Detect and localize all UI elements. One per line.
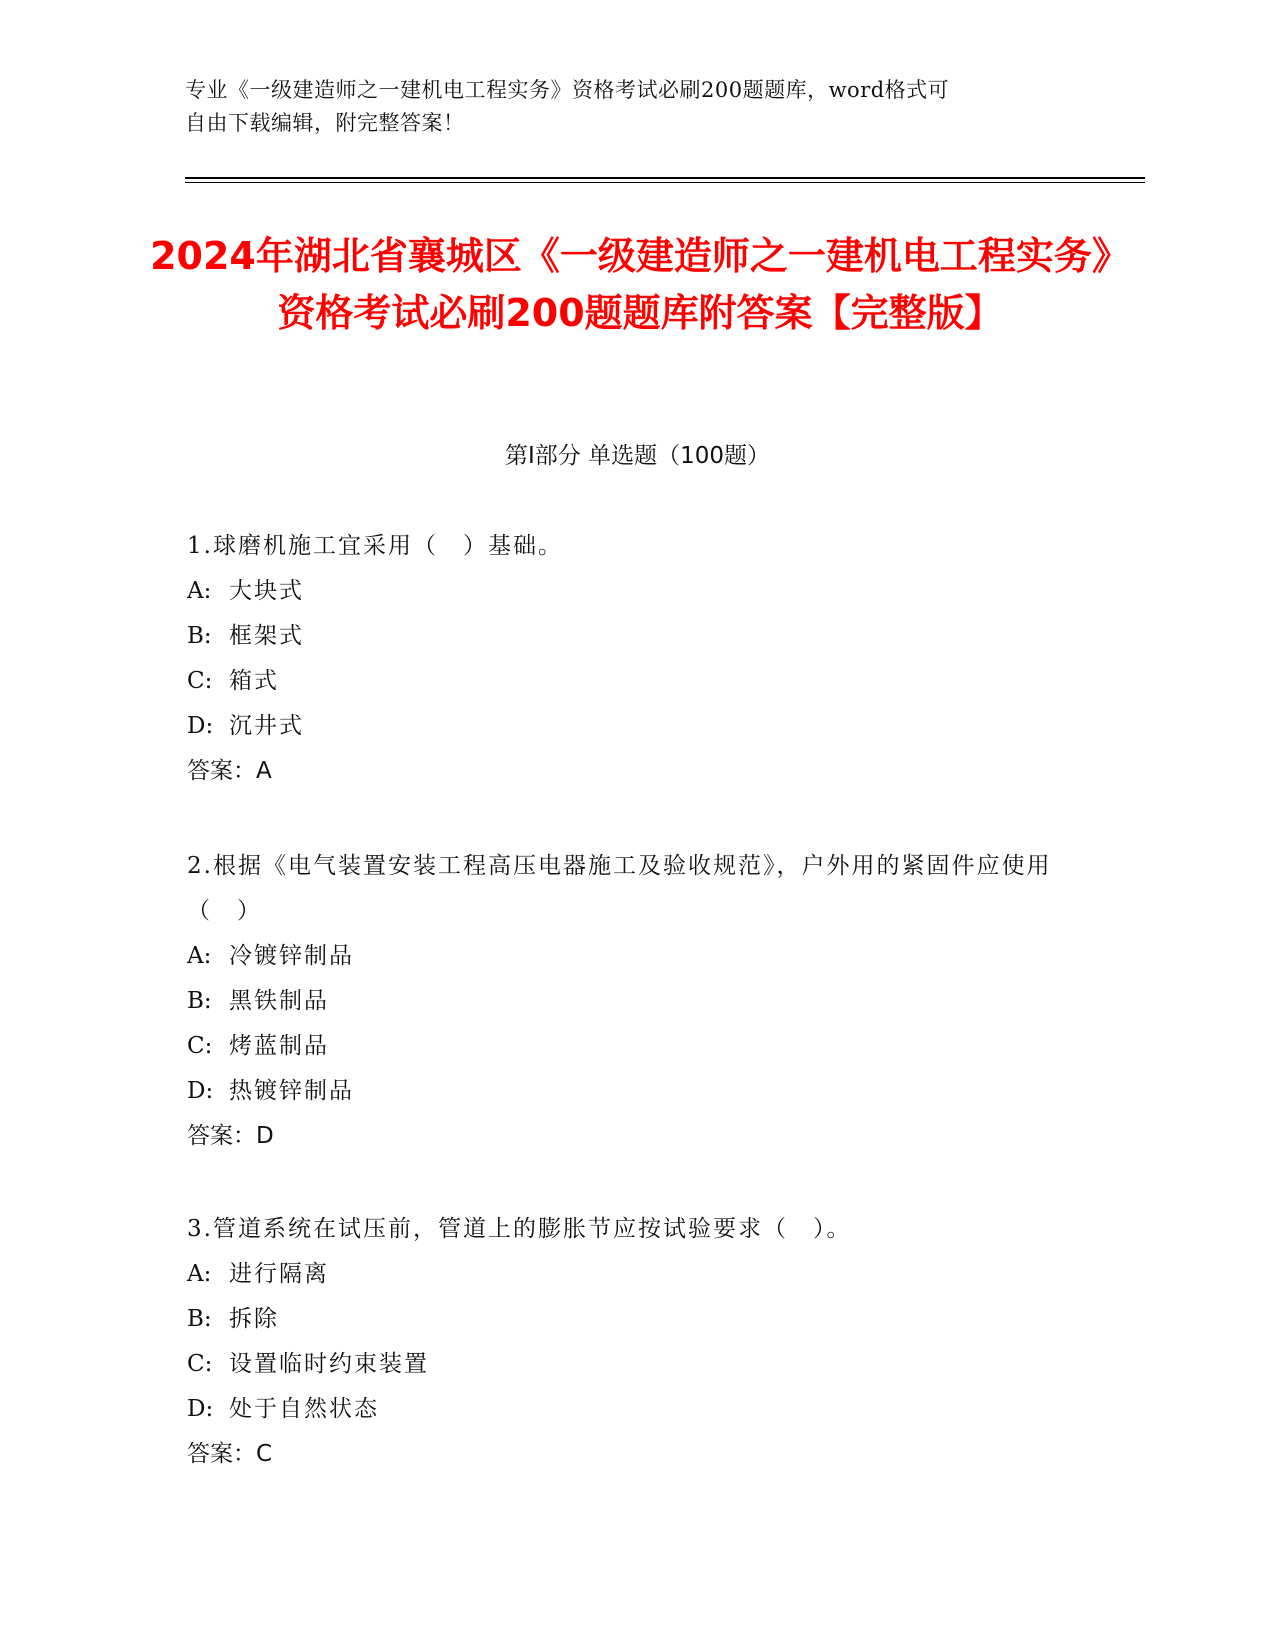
option-b bbox=[187, 1297, 1067, 1342]
question-text: 1.球磨机施工宜采用（ ）基础。 bbox=[187, 533, 563, 559]
option-c bbox=[187, 1342, 1067, 1387]
option-letter: D: bbox=[187, 1078, 214, 1104]
option-letter: D: bbox=[187, 713, 214, 739]
option-letter: A: bbox=[187, 943, 212, 969]
option-letter: D: bbox=[187, 1396, 214, 1422]
option-a bbox=[187, 569, 1067, 614]
option-d bbox=[187, 1387, 1067, 1432]
option-letter: B: bbox=[187, 988, 212, 1014]
header-note-line-2: 自由下载编辑，附完整答案！ bbox=[185, 111, 465, 135]
option-a bbox=[187, 934, 1067, 979]
option-text: 进行隔离 bbox=[229, 1261, 329, 1287]
option-letter: B: bbox=[187, 1306, 212, 1332]
option-text: 处于自然状态 bbox=[229, 1396, 379, 1422]
option-letter: C: bbox=[187, 1033, 213, 1059]
question-3 bbox=[187, 1207, 1067, 1477]
option-text: 冷镀锌制品 bbox=[229, 943, 354, 969]
option-d bbox=[187, 1069, 1067, 1114]
option-text: 框架式 bbox=[229, 623, 304, 649]
option-letter: A: bbox=[187, 578, 212, 604]
option-d bbox=[187, 704, 1067, 749]
option-text: 拆除 bbox=[229, 1306, 279, 1332]
option-c bbox=[187, 659, 1067, 704]
question-2 bbox=[187, 844, 1067, 1159]
answer: 答案：D bbox=[187, 1123, 274, 1149]
option-letter: A: bbox=[187, 1261, 212, 1287]
header-divider-thin bbox=[185, 182, 1145, 183]
option-b bbox=[187, 979, 1067, 1024]
option-text: 箱式 bbox=[229, 668, 279, 694]
option-letter: C: bbox=[187, 1351, 213, 1377]
section-title: 第I部分 单选题（100题） bbox=[505, 443, 770, 469]
option-text: 大块式 bbox=[229, 578, 304, 604]
option-letter: C: bbox=[187, 668, 213, 694]
option-text: 沉井式 bbox=[229, 713, 304, 739]
option-text: 烤蓝制品 bbox=[229, 1033, 329, 1059]
option-c bbox=[187, 1024, 1067, 1069]
question-text: 3.管道系统在试压前，管道上的膨胀节应按试验要求（ ）。 bbox=[187, 1216, 852, 1242]
option-letter: B: bbox=[187, 623, 212, 649]
option-a bbox=[187, 1252, 1067, 1297]
option-b bbox=[187, 614, 1067, 659]
option-text: 设置临时约束装置 bbox=[229, 1351, 429, 1377]
document-title: 2024年湖北省襄城区《一级建造师之一建机电工程实务》资格考试必刷200题题库附答案【完整版】 bbox=[150, 234, 1130, 335]
option-text: 黑铁制品 bbox=[229, 988, 329, 1014]
option-text: 热镀锌制品 bbox=[229, 1078, 354, 1104]
question-1 bbox=[187, 524, 1067, 794]
header-note bbox=[185, 74, 1065, 140]
header-divider-thick bbox=[185, 177, 1145, 179]
answer: 答案：A bbox=[187, 758, 272, 784]
answer: 答案：C bbox=[187, 1441, 273, 1467]
question-text: 2.根据《电气装置安装工程高压电器施工及验收规范》，户外用的紧固件应使用（ ） bbox=[187, 853, 1052, 924]
header-note-line-1: 专业《一级建造师之一建机电工程实务》资格考试必刷200题题库，word格式可 bbox=[185, 78, 950, 102]
